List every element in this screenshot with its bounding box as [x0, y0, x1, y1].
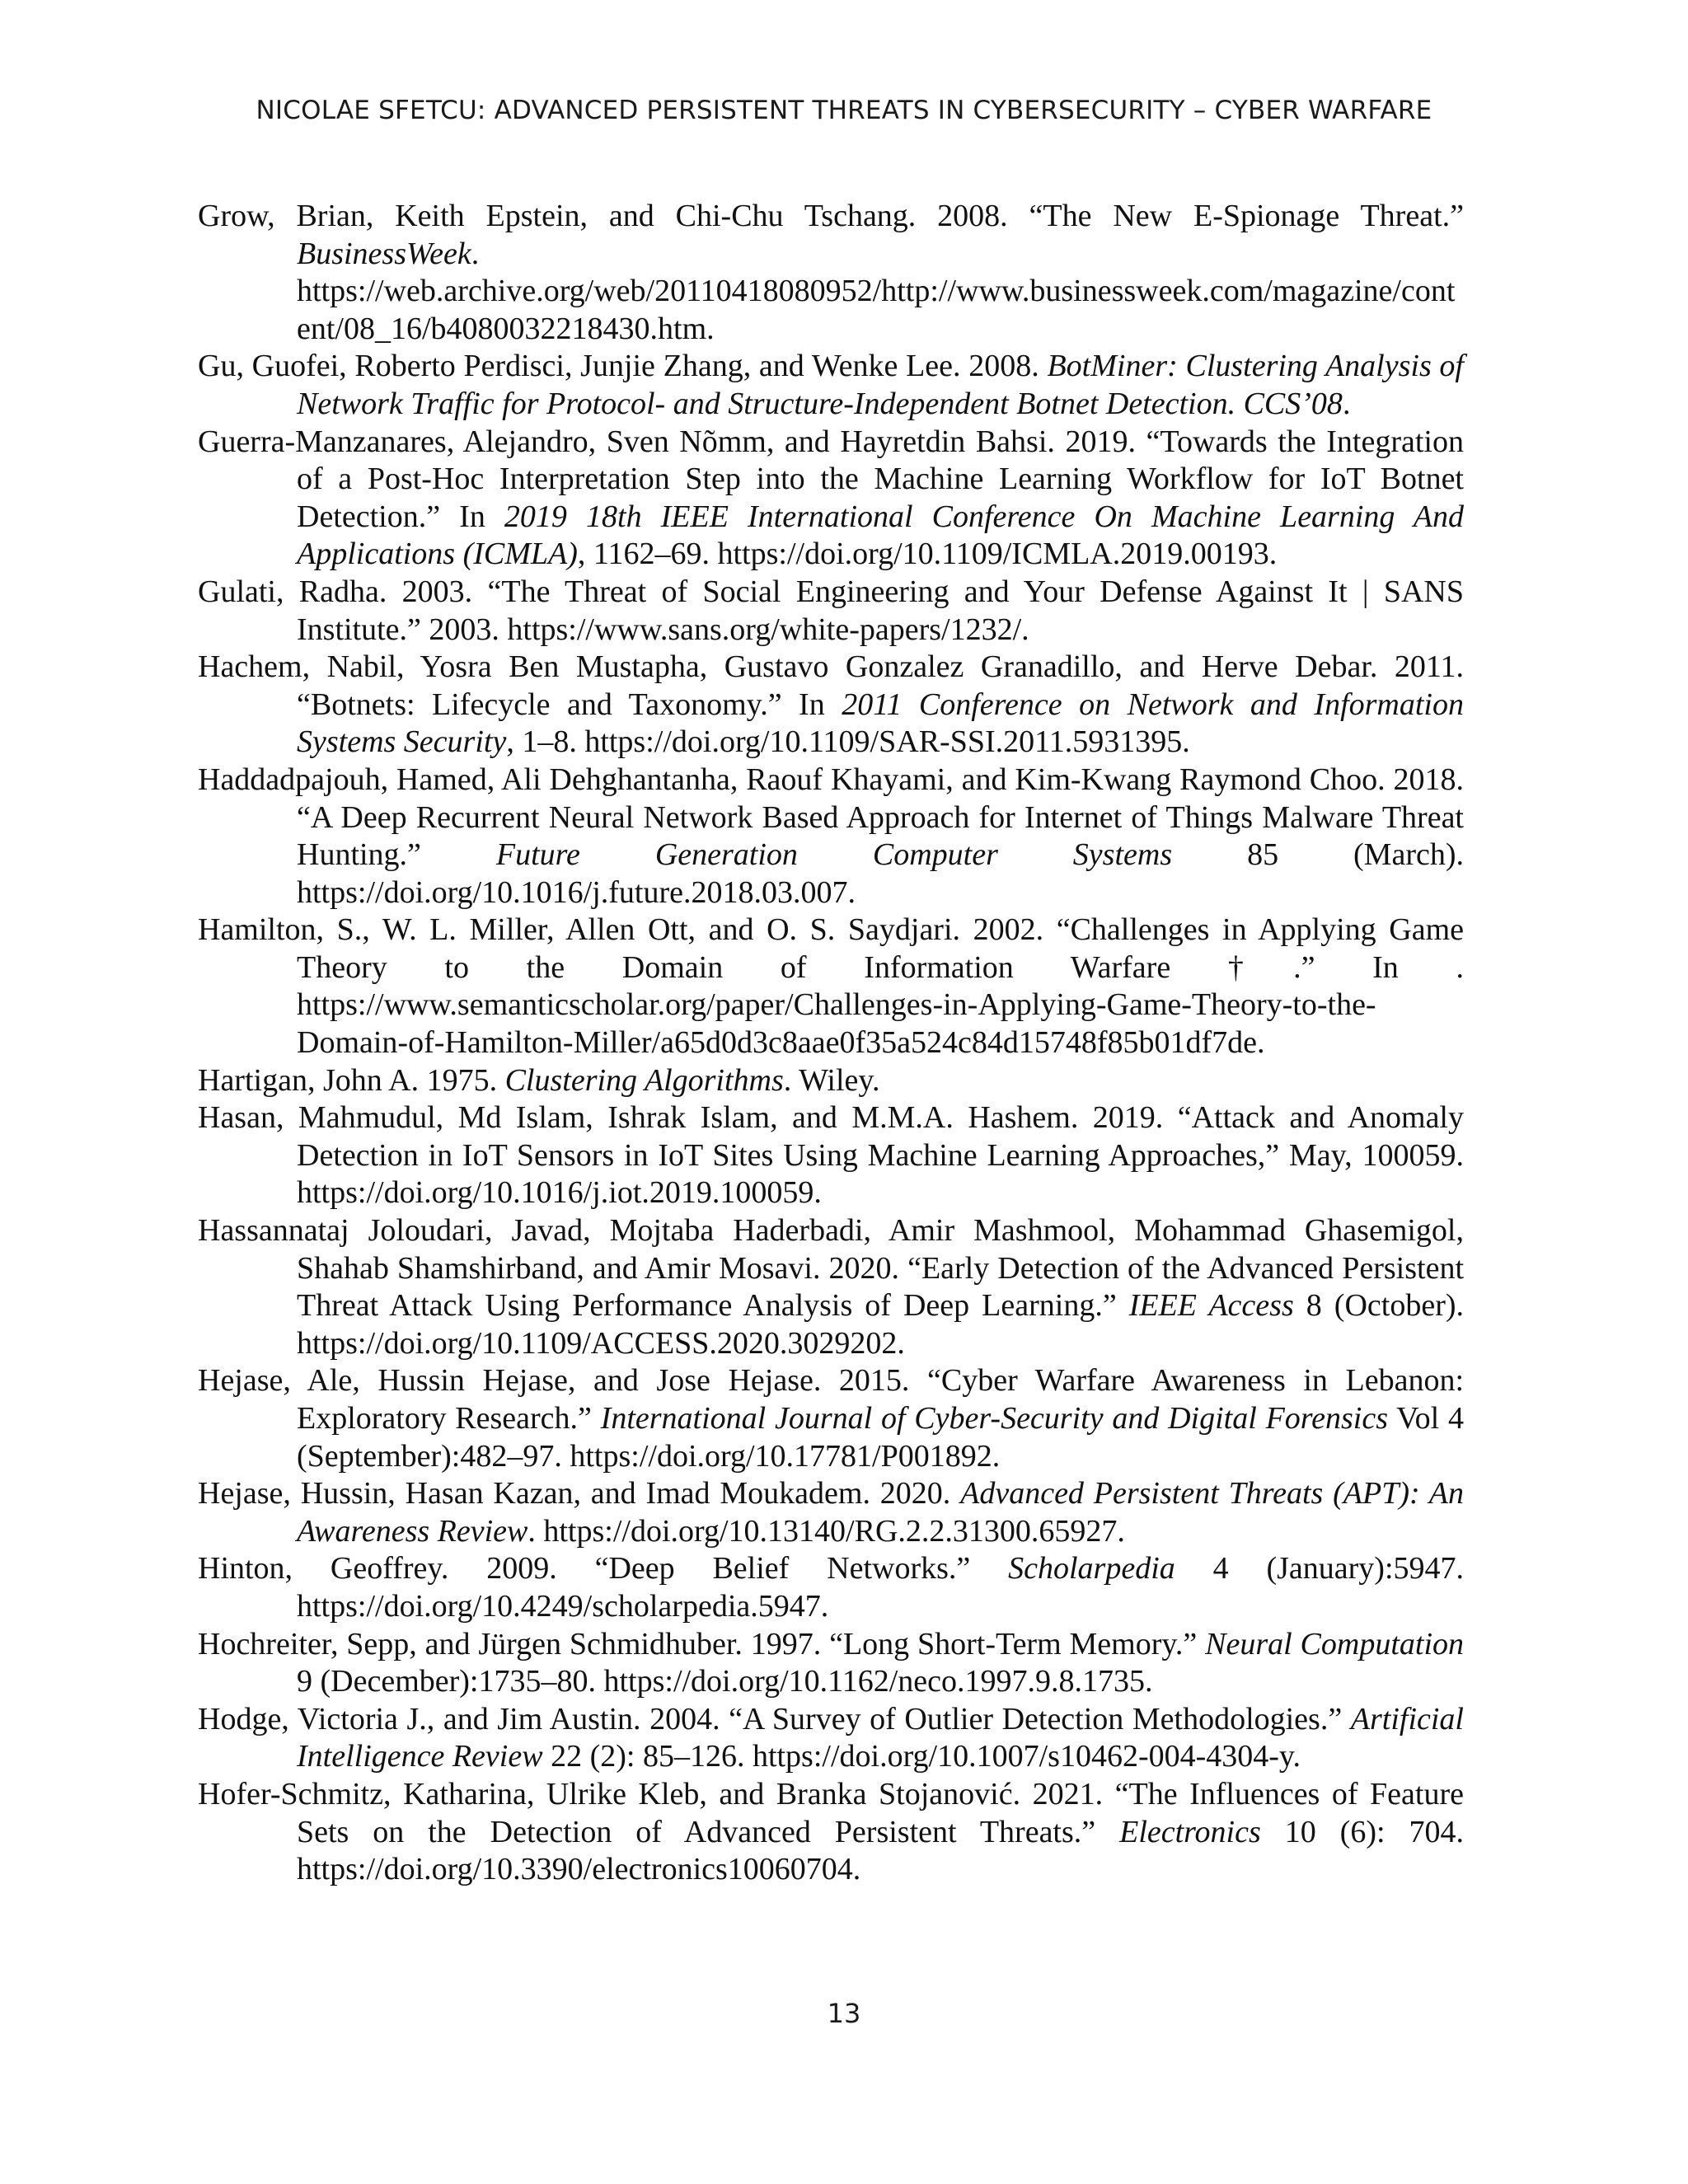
reference-details: . Wiley.	[783, 1062, 880, 1098]
reference-details: . https://doi.org/10.13140/RG.2.2.31300.65927.	[528, 1513, 1125, 1549]
running-header: NICOLAE SFETCU: ADVANCED PERSISTENT THREATS IN CYBERSECURITY – CYBER WARFARE	[256, 96, 1432, 125]
reference-entry	[198, 649, 1464, 762]
reference-details: 85 (March). https://doi.org/10.1016/j.future.2018.03.007.	[297, 837, 1464, 910]
reference-text: Hassannataj Joloudari, Javad, Mojtaba Haderbadi, Amir Mashmool, Mohammad Ghasemigol, Shahab Shamshirband, and Amir Mosavi. 2020. “Early Detection of the Advanced Persistent Threat Attack Using Performance Analysis of Deep Learning.”	[198, 1213, 1464, 1324]
reference-entry	[198, 1062, 1464, 1100]
reference-entry	[198, 424, 1464, 574]
reference-details: 9 (December):1735–80. https://doi.org/10.1162/neco.1997.9.8.1735.	[297, 1664, 1153, 1699]
reference-entry	[198, 348, 1464, 423]
reference-source-title: Neural Computation	[1205, 1626, 1464, 1661]
reference-text: Hochreiter, Sepp, and Jürgen Schmidhuber. 1997. “Long Short-Term Memory.”	[198, 1626, 1206, 1661]
reference-entry	[198, 912, 1464, 1062]
reference-text: Grow, Brian, Keith Epstein, and Chi-Chu Tschang. 2008. “The New E-Spionage Threat.”	[198, 199, 1464, 233]
reference-details: , 1–8. https://doi.org/10.1109/SAR-SSI.2011.5931395.	[506, 724, 1190, 760]
reference-details: 8 (October). https://doi.org/10.1109/ACCESS.2020.3029202.	[297, 1288, 1464, 1361]
page-number: 13	[827, 1998, 861, 2029]
reference-details: 4 (January):5947. https://doi.org/10.4249/scholarpedia.5947.	[297, 1551, 1464, 1624]
reference-text: Hinton, Geoffrey. 2009. “Deep Belief Networks.”	[198, 1551, 1009, 1586]
reference-entry	[198, 1212, 1464, 1362]
reference-entry	[198, 1475, 1464, 1550]
reference-source-title: Future Generation Computer Systems	[495, 837, 1173, 873]
reference-entry	[198, 198, 1464, 348]
reference-text: Guerra-Manzanares, Alejandro, Sven Nõmm, and Hayretdin Bahsi. 2019. “Towards the Integration of a Post-Hoc Interpretation Step into the Machine Learning Workflow for IoT Botnet Detection.” In	[198, 424, 1464, 534]
reference-details: .	[1342, 386, 1351, 421]
reference-text: Hodge, Victoria J., and Jim Austin. 2004. “A Survey of Outlier Detection Methodologies.”	[198, 1701, 1351, 1736]
reference-text: Gu, Guofei, Roberto Perdisci, Junjie Zhang, and Wenke Lee. 2008.	[198, 349, 1048, 384]
reference-text: Hachem, Nabil, Yosra Ben Mustapha, Gustavo Gonzalez Granadillo, and Herve Debar. 2011. “Botnets: Lifecycle and Taxonomy.” In	[198, 649, 1464, 722]
reference-source-title: BusinessWeek	[297, 236, 471, 271]
reference-text: Hamilton, S., W. L. Miller, Allen Ott, and O. S. Saydjari. 2002. “Challenges in Applying Game Theory to the Domain of Information Warfare †.” In . https://www.semanticscholar.org/paper/Challenges-in-Applying-Game-Theory-to-the-Domain-of-Hamilton-Miller/a65d0d3c8aae0f35a524c84d15748f85b01df7de.	[198, 912, 1464, 1061]
reference-text: Hejase, Ale, Hussin Hejase, and Jose Hejase. 2015. “Cyber Warfare Awareness in Lebanon: Exploratory Research.”	[198, 1363, 1464, 1436]
reference-details: Vol 4 (September):482–97. https://doi.org/10.17781/P001892.	[297, 1401, 1464, 1474]
reference-text: Hejase, Hussin, Hasan Kazan, and Imad Moukadem. 2020.	[198, 1476, 961, 1511]
reference-details: 22 (2): 85–126. https://doi.org/10.1007/s10462-004-4304-y.	[542, 1739, 1301, 1774]
reference-source-title: 2011 Conference on Network and Information Systems Security	[297, 687, 1464, 760]
reference-source-title: BotMiner: Clustering Analysis of Network Traffic for Protocol- and Structure-Independent Botnet Detection. CCS’08	[297, 349, 1464, 421]
reference-source-title: IEEE Access	[1128, 1288, 1294, 1324]
reference-text: Hasan, Mahmudul, Md Islam, Ishrak Islam, and M.M.A. Hashem. 2019. “Attack and Anomaly Detection in IoT Sensors in IoT Sites Using Machine Learning Approaches,” May, 100059. https://doi.org/10.1016/j.iot.2019.100059.	[198, 1100, 1464, 1211]
reference-entry	[198, 762, 1464, 912]
reference-entry	[198, 1626, 1464, 1701]
reference-source-title: Advanced Persistent Threats (APT): An Awareness Review	[297, 1476, 1464, 1549]
reference-source-title: International Journal of Cyber-Security and Digital Forensics	[600, 1401, 1389, 1436]
reference-text: Hofer-Schmitz, Katharina, Ulrike Kleb, and Branka Stojanović. 2021. “The Influences of Feature Sets on the Detection of Advanced Persistent Threats.”	[198, 1776, 1464, 1849]
reference-details: , 1162–69. https://doi.org/10.1109/ICMLA.2019.00193.	[577, 537, 1278, 572]
reference-entry	[198, 574, 1464, 649]
reference-details: . https://web.archive.org/web/20110418080952/http://www.businessweek.com/magazine/content/08_16/b4080032218430.htm.	[297, 236, 1456, 346]
reference-source-title: Clustering Algorithms	[504, 1062, 784, 1098]
reference-entry	[198, 1362, 1464, 1475]
reference-entry	[198, 1550, 1464, 1625]
reference-entry	[198, 1701, 1464, 1776]
reference-text: Haddadpajouh, Hamed, Ali Dehghantanha, Raouf Khayami, and Kim-Kwang Raymond Choo. 2018. “A Deep Recurrent Neural Network Based Approach for Internet of Things Malware Threat Hunting.”	[198, 762, 1464, 873]
reference-text: Hartigan, John A. 1975.	[198, 1062, 505, 1098]
reference-entry	[198, 1776, 1464, 1889]
reference-text: Gulati, Radha. 2003. “The Threat of Social Engineering and Your Defense Against It | SANS Institute.” 2003. https://www.sans.org/white-papers/1232/.	[198, 574, 1464, 647]
reference-source-title: 2019 18th IEEE International Conference On Machine Learning And Applications (ICMLA)	[297, 499, 1465, 572]
reference-source-title: Electronics	[1119, 1814, 1261, 1849]
bibliography-list	[198, 198, 1464, 1889]
reference-details: 10 (6): 704. https://doi.org/10.3390/electronics10060704.	[297, 1814, 1464, 1887]
reference-source-title: Artificial Intelligence Review	[297, 1701, 1464, 1774]
reference-source-title: Scholarpedia	[1008, 1551, 1175, 1586]
reference-entry	[198, 1099, 1464, 1212]
